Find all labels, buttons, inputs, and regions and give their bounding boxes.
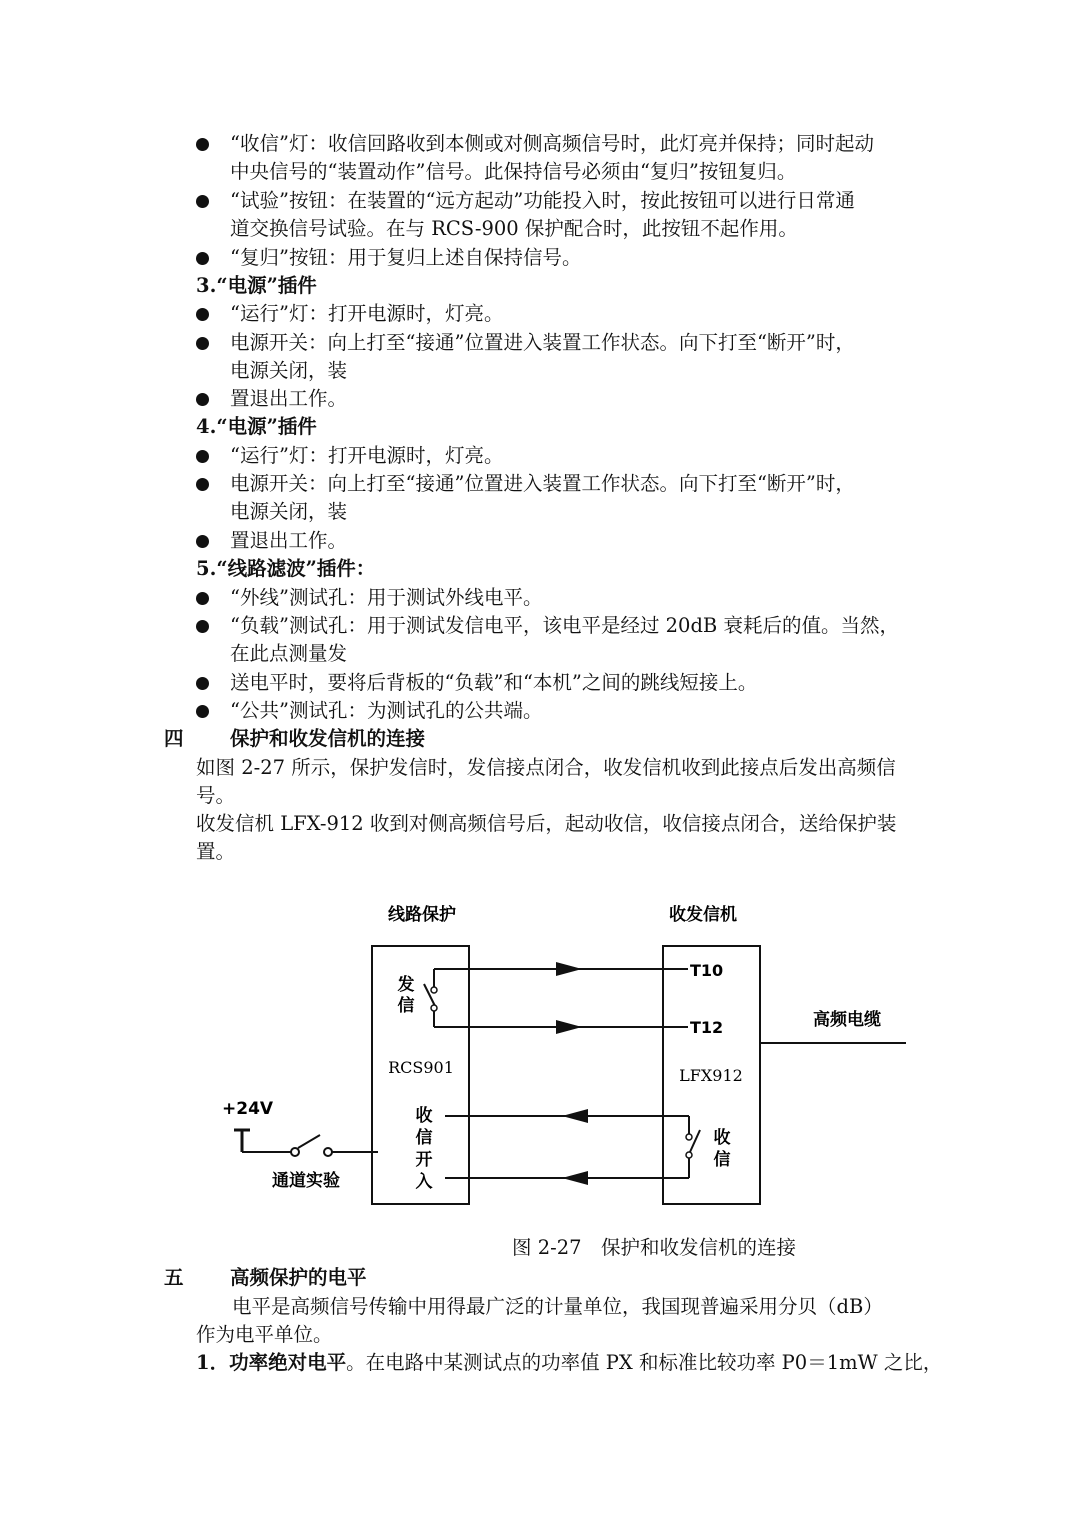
list-item-text: 电源关闭，装 xyxy=(230,359,348,382)
section-5-number: 五 xyxy=(164,1266,184,1289)
send-label-fa: 发 xyxy=(397,975,415,995)
bullet-dot xyxy=(196,195,209,208)
list-item-text: “运行”灯：打开电源时，灯亮。 xyxy=(230,302,504,325)
section-4-paragraph-1: 如图 2-27 所示，保护发信时，发信接点闭合，收发信机收到此接点后发出高频信 xyxy=(196,756,896,779)
input-label-xin: 信 xyxy=(415,1128,433,1148)
t12-label: T12 xyxy=(690,1018,724,1037)
list-item-text: “公共”测试孔：为测试孔的公共端。 xyxy=(230,699,543,722)
send-contact-node xyxy=(431,1005,437,1011)
item-1-term: 1．功率绝对电平 xyxy=(196,1351,347,1374)
list-item-text: 电源关闭，装 xyxy=(230,500,348,523)
bullet-dot xyxy=(196,450,209,463)
bullet-dot xyxy=(196,620,209,633)
heading-3: 3.“电源”插件 xyxy=(196,274,317,297)
section-4-paragraph-1: 号。 xyxy=(196,784,236,807)
t12-arrow xyxy=(556,1020,582,1034)
bullet-dot xyxy=(196,535,209,548)
list-item-text: 道交换信号试验。在与 RCS-900 保护配合时，此按钮不起作用。 xyxy=(230,217,798,240)
section-4-title: 保护和收发信机的连接 xyxy=(230,727,426,750)
list-item-text: “运行”灯：打开电源时，灯亮。 xyxy=(230,444,504,467)
receive-contact-node xyxy=(686,1152,692,1158)
list-item-text: “收信”灯：收信回路收到本侧或对侧高频信号时，此灯亮并保持；同时起动 xyxy=(230,132,874,155)
list-item-text: 置退出工作。 xyxy=(230,529,348,552)
list-item-text: 在此点测量发 xyxy=(230,642,348,665)
list-item-text: 中央信号的“装置动作”信号。此保持信号必须由“复归”按钮复归。 xyxy=(230,160,797,183)
bullet-dot xyxy=(196,705,209,718)
section-4-paragraph-2: 置。 xyxy=(196,840,236,863)
bullet-dot xyxy=(196,677,209,690)
input-label-shou: 收 xyxy=(415,1106,433,1126)
test-switch-node xyxy=(291,1148,299,1156)
list-item-text: “外线”测试孔：用于测试外线电平。 xyxy=(230,586,543,609)
input-label-kai: 开 xyxy=(415,1150,433,1170)
bullet-dot xyxy=(196,592,209,605)
bullet-dot xyxy=(196,308,209,321)
receive-arrow-bottom xyxy=(562,1171,588,1185)
section-5-paragraph: 作为电平单位。 xyxy=(196,1323,333,1346)
section-4-number: 四 xyxy=(164,727,184,750)
bullet-dot xyxy=(196,478,209,491)
channel-test-label: 通道实验 xyxy=(272,1171,340,1191)
list-item-text: 送电平时，要将后背板的“负载”和“本机”之间的跳线短接上。 xyxy=(230,671,758,694)
send-label-xin: 信 xyxy=(397,996,415,1016)
test-switch-node xyxy=(324,1148,332,1156)
list-item-text: “负载”测试孔：用于测试发信电平，该电平是经过 20dB 衰耗后的值。当然， xyxy=(230,614,899,637)
t10-label: T10 xyxy=(690,961,724,980)
t10-arrow xyxy=(556,962,582,976)
rcs901-label: RCS901 xyxy=(388,1058,454,1077)
connection-diagram xyxy=(0,890,1080,1250)
section-5-title: 高频保护的电平 xyxy=(230,1266,367,1289)
send-contact-node xyxy=(431,987,437,993)
list-item-text: “复归”按钮：用于复归上述自保持信号。 xyxy=(230,246,582,269)
receive-contact-blade xyxy=(690,1130,700,1152)
section-5-item-1 xyxy=(196,1349,942,1377)
receive-label-xin: 信 xyxy=(713,1150,731,1170)
list-item-text: “试验”按钮：在装置的“远方起动”功能投入时，按此按钮可以进行日常通 xyxy=(230,189,855,212)
receive-arrow-top xyxy=(562,1109,588,1123)
protection-title: 线路保护 xyxy=(388,905,456,925)
item-1-text: 。在电路中某测试点的功率值 PX 和标准比较功率 P0＝1mW 之比， xyxy=(346,1351,943,1374)
section-5-paragraph: 电平是高频信号传输中用得最广泛的计量单位，我国现普遍采用分贝（dB） xyxy=(232,1295,883,1318)
list-item-text: 电源开关：向上打至“接通”位置进入装置工作状态。向下打至“断开”时， xyxy=(230,331,855,354)
section-4-paragraph-2: 收发信机 LFX-912 收到对侧高频信号后，起动收信，收信接点闭合，送给保护装 xyxy=(196,812,897,835)
transceiver-title: 收发信机 xyxy=(669,905,737,925)
figure-caption: 图 2-27 保护和收发信机的连接 xyxy=(512,1236,797,1259)
hf-cable-label: 高频电缆 xyxy=(813,1010,881,1030)
bullet-dot xyxy=(196,393,209,406)
heading-4: 4.“电源”插件 xyxy=(196,415,317,438)
list-item-text: 置退出工作。 xyxy=(230,387,348,410)
voltage-label: +24V xyxy=(222,1099,274,1119)
bullet-dot xyxy=(196,138,209,151)
bullet-dot xyxy=(196,337,209,350)
heading-5: 5.“线路滤波”插件： xyxy=(196,557,376,580)
lfx912-label: LFX912 xyxy=(679,1066,743,1085)
receive-label-shou: 收 xyxy=(713,1128,731,1148)
list-item-text: 电源开关：向上打至“接通”位置进入装置工作状态。向下打至“断开”时， xyxy=(230,472,855,495)
bullet-dot xyxy=(196,252,209,265)
test-switch-blade xyxy=(298,1135,320,1148)
input-label-ru: 入 xyxy=(415,1172,433,1192)
receive-contact-node xyxy=(686,1134,692,1140)
